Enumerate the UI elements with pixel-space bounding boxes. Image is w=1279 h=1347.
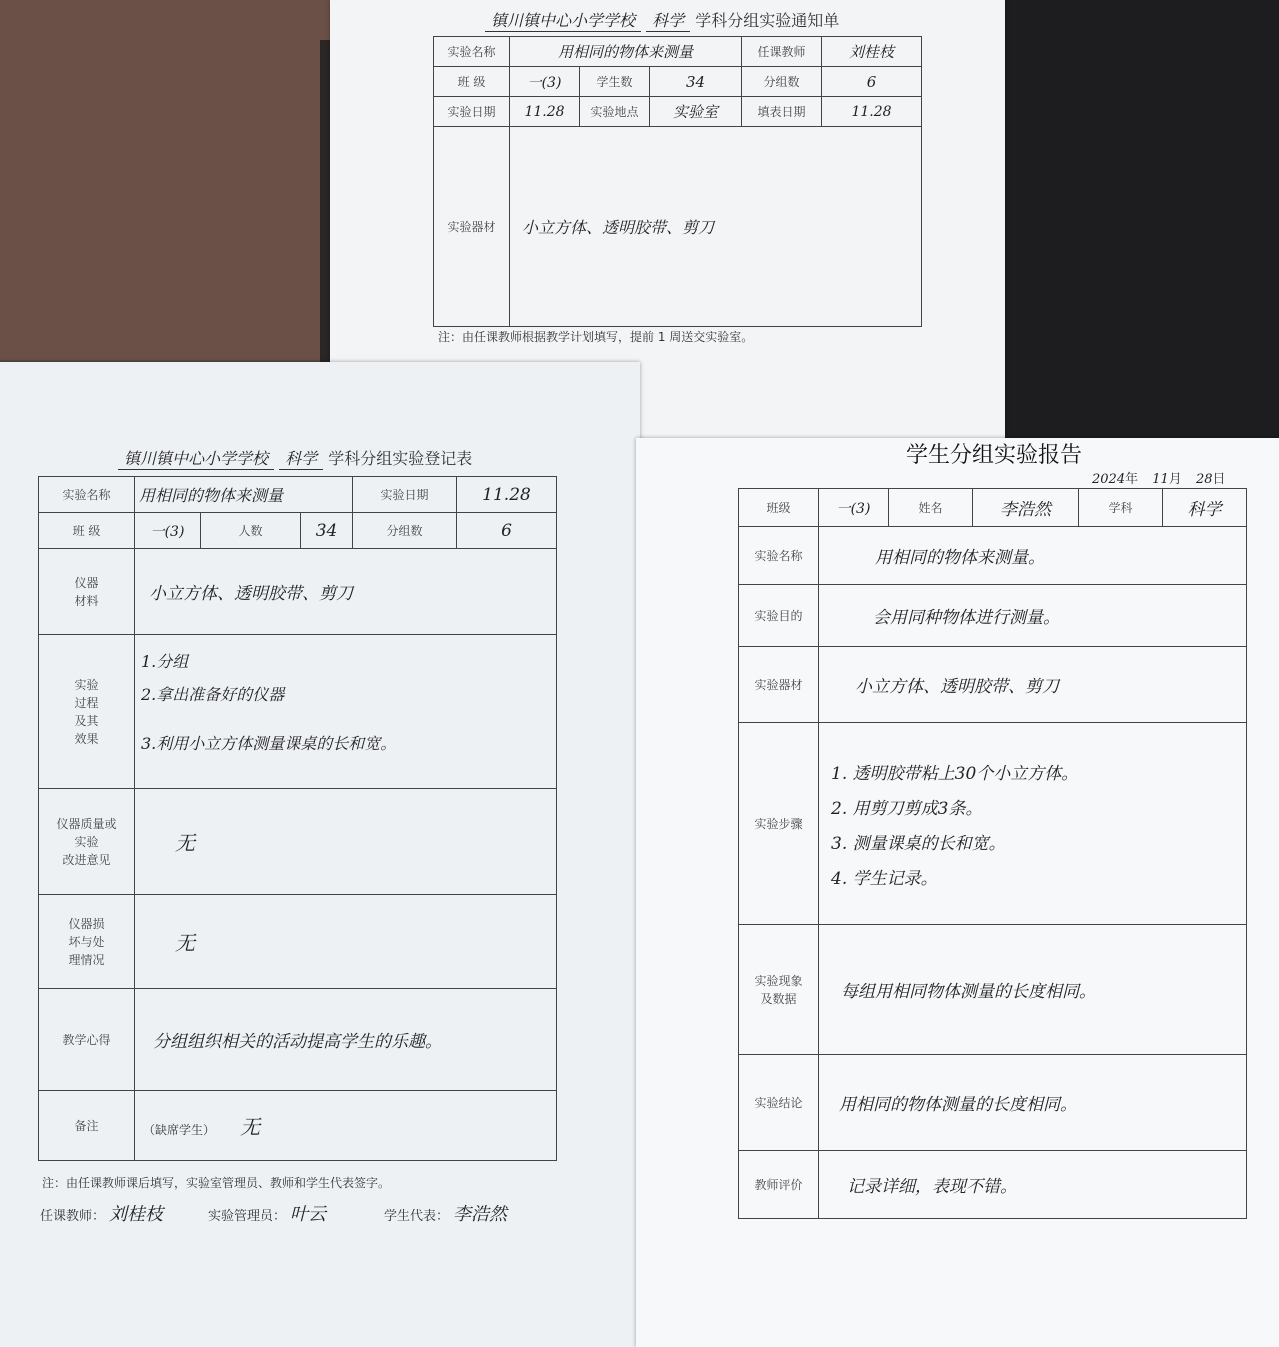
register-process-step: 2.拿出准备好的仪器 bbox=[141, 685, 285, 704]
notice-groups-value: 6 bbox=[822, 67, 922, 97]
report-date-day: 28 bbox=[1195, 472, 1213, 487]
notice-table bbox=[433, 36, 922, 327]
register-exp-date-value: 11.28 bbox=[457, 477, 557, 513]
notice-location-value: 实验室 bbox=[650, 97, 742, 127]
notice-school: 镇川镇中心小学学校 bbox=[485, 8, 641, 32]
register-materials-label: 仪器 材料 bbox=[39, 549, 135, 635]
report-conclusion-value: 用相同的物体测量的长度相同。 bbox=[819, 1055, 1247, 1151]
register-groups-label: 分组数 bbox=[353, 513, 457, 549]
report-date bbox=[1092, 468, 1226, 487]
report-date-year-unit: 年 bbox=[1125, 472, 1139, 487]
report-step: 1. 透明胶带粘上30个小立方体。 bbox=[831, 763, 1079, 784]
report-subject-label: 学科 bbox=[1079, 489, 1163, 527]
notice-exp-date-value: 11.28 bbox=[510, 97, 580, 127]
notice-students-label: 学生数 bbox=[580, 67, 650, 97]
notice-fill-date-value: 11.28 bbox=[822, 97, 922, 127]
report-table bbox=[738, 488, 1247, 1219]
desk-background-left bbox=[0, 0, 340, 360]
register-school: 镇川镇中心小学学校 bbox=[118, 446, 274, 470]
register-teacher-sign: 刘桂枝 bbox=[109, 1204, 164, 1225]
register-footnote: 注：由任课教师课后填写，实验室管理员、教师和学生代表签字。 bbox=[42, 1176, 391, 1190]
register-absent-label: （缺席学生） bbox=[143, 1123, 216, 1137]
register-student-signature bbox=[384, 1200, 507, 1226]
report-title: 学生分组实验报告 bbox=[906, 443, 1083, 468]
report-step: 2. 用剪刀剪成3条。 bbox=[831, 798, 983, 819]
register-teacher-sign-label: 任课教师： bbox=[40, 1209, 106, 1224]
register-exp-name-label: 实验名称 bbox=[39, 477, 135, 513]
notice-exp-name-label: 实验名称 bbox=[434, 37, 510, 67]
notice-title-suffix: 学科分组实验通知单 bbox=[695, 11, 840, 30]
report-materials-label: 实验器材 bbox=[739, 647, 819, 723]
register-admin-sign: 叶云 bbox=[290, 1204, 327, 1225]
register-insight-label: 教学心得 bbox=[39, 989, 135, 1091]
register-admin-signature bbox=[208, 1200, 326, 1226]
desk-background-right bbox=[1005, 0, 1279, 440]
report-purpose-label: 实验目的 bbox=[739, 585, 819, 647]
report-steps-list bbox=[819, 723, 1247, 925]
report-materials-value: 小立方体、透明胶带、剪刀 bbox=[819, 647, 1247, 723]
register-process-list bbox=[135, 635, 557, 789]
register-admin-sign-label: 实验管理员： bbox=[208, 1209, 287, 1224]
notice-class-label: 班 级 bbox=[434, 67, 510, 97]
register-damage-label: 仪器损 坏与处 理情况 bbox=[39, 895, 135, 989]
notice-groups-label: 分组数 bbox=[742, 67, 822, 97]
register-table bbox=[38, 476, 557, 1161]
register-insight-value: 分组组织相关的活动提高学生的乐趣。 bbox=[135, 989, 557, 1091]
report-date-month: 11 bbox=[1152, 472, 1169, 487]
register-exp-date-label: 实验日期 bbox=[353, 477, 457, 513]
register-title bbox=[118, 446, 472, 470]
register-title-suffix: 学科分组实验登记表 bbox=[328, 449, 473, 468]
register-student-sign: 李浩然 bbox=[453, 1204, 508, 1225]
notice-exp-date-label: 实验日期 bbox=[434, 97, 510, 127]
register-student-sign-label: 学生代表： bbox=[384, 1209, 450, 1224]
report-evaluation-label: 教师评价 bbox=[739, 1151, 819, 1219]
notice-class-value: 一(3) bbox=[510, 67, 580, 97]
register-process-step: 1.分组 bbox=[141, 652, 189, 671]
register-damage-value: 无 bbox=[135, 895, 557, 989]
notice-location-label: 实验地点 bbox=[580, 97, 650, 127]
report-purpose-value: 会用同种物体进行测量。 bbox=[819, 585, 1247, 647]
notice-teacher-value: 刘桂枝 bbox=[822, 37, 922, 67]
notice-fill-date-label: 填表日期 bbox=[742, 97, 822, 127]
report-subject-value: 科学 bbox=[1163, 489, 1247, 527]
register-subject: 科学 bbox=[279, 446, 323, 470]
register-process-label: 实验 过程 及其 效果 bbox=[39, 635, 135, 789]
register-teacher-signature bbox=[40, 1200, 163, 1226]
register-quality-value: 无 bbox=[135, 789, 557, 895]
report-conclusion-label: 实验结论 bbox=[739, 1055, 819, 1151]
report-date-day-unit: 日 bbox=[1212, 472, 1226, 487]
report-date-month-unit: 月 bbox=[1168, 472, 1182, 487]
report-steps-label: 实验步骤 bbox=[739, 723, 819, 925]
report-exp-name-value: 用相同的物体来测量。 bbox=[819, 527, 1247, 585]
notice-teacher-label: 任课教师 bbox=[742, 37, 822, 67]
notice-exp-name-value: 用相同的物体来测量 bbox=[510, 37, 742, 67]
report-name-label: 姓名 bbox=[889, 489, 973, 527]
register-class-value: 一(3) bbox=[135, 513, 201, 549]
notice-materials-value: 小立方体、透明胶带、剪刀 bbox=[510, 127, 922, 327]
report-class-label: 班级 bbox=[739, 489, 819, 527]
register-quality-label: 仪器质量或 实验 改进意见 bbox=[39, 789, 135, 895]
report-date-year: 2024 bbox=[1092, 472, 1126, 487]
notice-footnote: 注：由任课教师根据教学计划填写，提前 1 周送交实验室。 bbox=[438, 330, 754, 344]
report-phenomenon-value: 每组用相同物体测量的长度相同。 bbox=[819, 925, 1247, 1055]
register-absent-value: 无 bbox=[240, 1115, 261, 1139]
register-materials-value: 小立方体、透明胶带、剪刀 bbox=[135, 549, 557, 635]
notice-subject: 科学 bbox=[646, 8, 690, 32]
register-exp-name-value: 用相同的物体来测量 bbox=[135, 477, 353, 513]
register-remarks-label: 备注 bbox=[39, 1091, 135, 1161]
report-step: 3. 测量课桌的长和宽。 bbox=[831, 833, 1006, 854]
notice-students-value: 34 bbox=[650, 67, 742, 97]
report-phenomenon-label: 实验现象 及数据 bbox=[739, 925, 819, 1055]
report-name-value: 李浩然 bbox=[973, 489, 1079, 527]
report-exp-name-label: 实验名称 bbox=[739, 527, 819, 585]
register-process-step: 3.利用小立方体测量课桌的长和宽。 bbox=[141, 734, 397, 753]
register-groups-value: 6 bbox=[457, 513, 557, 549]
register-people-value: 34 bbox=[301, 513, 353, 549]
register-people-label: 人数 bbox=[201, 513, 301, 549]
register-class-label: 班 级 bbox=[39, 513, 135, 549]
report-step: 4. 学生记录。 bbox=[831, 868, 938, 889]
report-sheet bbox=[636, 438, 1279, 1347]
report-class-value: 一(3) bbox=[819, 489, 889, 527]
register-sheet bbox=[0, 362, 640, 1347]
register-remarks-cell bbox=[135, 1091, 557, 1161]
notice-materials-label: 实验器材 bbox=[434, 127, 510, 327]
notice-title bbox=[485, 8, 839, 32]
report-evaluation-value: 记录详细，表现不错。 bbox=[819, 1151, 1247, 1219]
